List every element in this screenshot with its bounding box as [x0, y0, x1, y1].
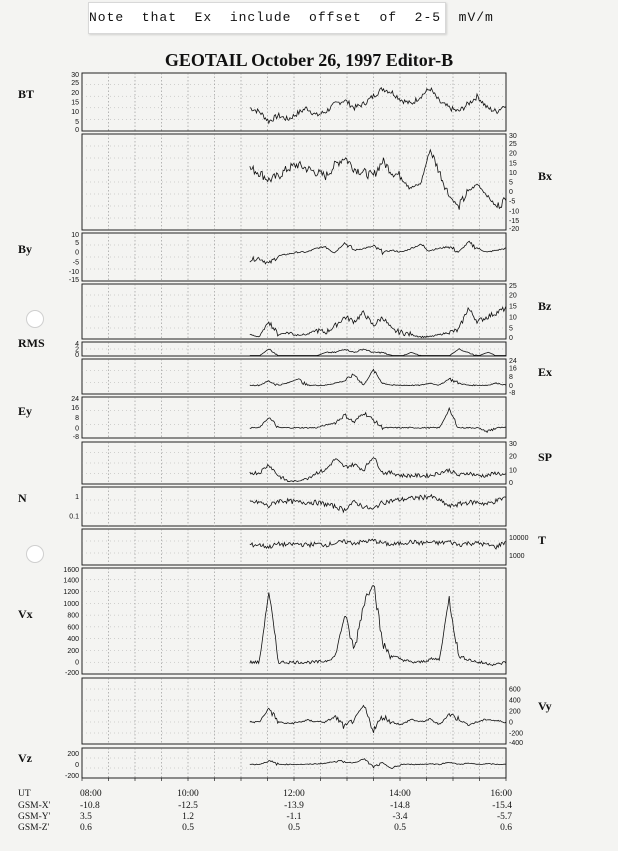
y-tick-label: 10000 — [509, 535, 529, 543]
y-tick-label: -10 — [509, 208, 520, 216]
panel-t — [82, 529, 506, 565]
panel-label: RMS — [18, 336, 45, 350]
panel-bt — [82, 73, 506, 131]
panel-ey — [82, 397, 506, 438]
y-tick-label: 0 — [75, 127, 79, 134]
footer-value: -13.9 — [284, 801, 304, 811]
footer-value: 08:00 — [80, 789, 102, 799]
y-tick-label: -20 — [509, 226, 520, 233]
y-tick-label: 15 — [509, 160, 517, 168]
panel-label: BT — [18, 87, 35, 101]
y-tick-label: 8 — [75, 415, 79, 422]
footer-value: 0.5 — [394, 823, 406, 833]
series-line — [250, 241, 506, 264]
series-line — [250, 586, 506, 666]
panel-ex — [82, 359, 506, 394]
series-line — [250, 458, 506, 482]
panel-vy — [82, 678, 506, 744]
y-tick-label: 800 — [67, 612, 79, 620]
y-tick-label: 20 — [509, 292, 517, 300]
y-tick-label: -200 — [509, 730, 524, 738]
footer-value: -3.4 — [392, 812, 408, 822]
panel-label: Ey — [18, 404, 33, 418]
panel-label: Vy — [538, 699, 552, 713]
y-tick-label: 10 — [71, 109, 79, 117]
y-tick-label: 4 — [75, 341, 79, 348]
y-tick-label: 200 — [509, 708, 521, 716]
footer-value: 12:00 — [283, 789, 305, 799]
y-tick-label: -5 — [509, 198, 516, 206]
y-tick-label: -15 — [68, 277, 79, 284]
footer-value: 10:00 — [177, 789, 199, 799]
y-tick-label: -400 — [509, 740, 524, 747]
y-tick-label: 10 — [509, 314, 517, 322]
y-tick-label: 200 — [67, 750, 79, 758]
panel-by — [82, 233, 506, 281]
y-tick-label: 5 — [509, 179, 513, 187]
y-tick-label: 16 — [71, 404, 79, 412]
y-tick-label: -5 — [72, 259, 79, 267]
y-tick-label: 10 — [71, 232, 79, 239]
y-tick-label: 0 — [509, 382, 513, 390]
panel-bx — [82, 134, 506, 230]
footer-value: 14:00 — [389, 789, 411, 799]
footer-value: 0.6 — [500, 823, 512, 833]
y-tick-label: 200 — [67, 647, 79, 655]
y-tick-label: 15 — [509, 303, 517, 311]
y-tick-label: 1400 — [63, 577, 79, 585]
panel-vz — [82, 748, 506, 778]
y-tick-label: 0 — [509, 480, 513, 487]
panel-label: Vz — [18, 751, 32, 765]
footer-value: -1.1 — [286, 812, 302, 822]
y-tick-label: 2 — [75, 346, 79, 354]
y-tick-label: 5 — [509, 325, 513, 333]
panel-vx — [82, 568, 506, 674]
y-tick-label: -10 — [68, 268, 79, 276]
y-tick-label: 30 — [71, 72, 79, 79]
footer-value: -10.8 — [80, 801, 100, 811]
series-line — [250, 759, 506, 769]
footer-value: -12.5 — [178, 801, 198, 811]
panel-n — [82, 487, 506, 526]
panel-frame — [82, 397, 506, 438]
y-tick-label: 0 — [509, 719, 513, 727]
series-line — [250, 306, 506, 338]
y-tick-label: 0 — [75, 425, 79, 433]
footer-value: 0.6 — [80, 823, 92, 833]
y-tick-label: 24 — [509, 358, 517, 365]
footer-value: -15.4 — [492, 801, 512, 811]
y-tick-label: 0 — [509, 335, 513, 342]
y-tick-label: 0.1 — [69, 513, 79, 521]
series-line — [250, 88, 506, 124]
y-tick-label: -8 — [72, 434, 79, 441]
y-tick-label: 400 — [509, 697, 521, 705]
y-tick-label: -8 — [509, 390, 516, 397]
footer-value: -5.7 — [496, 812, 512, 822]
chart-title: GEOTAIL October 26, 1997 Editor-B — [164, 50, 454, 70]
y-tick-label: 1000 — [509, 553, 525, 561]
y-tick-label: 0 — [75, 761, 79, 769]
panel-sp — [82, 442, 506, 484]
series-line — [250, 349, 506, 356]
y-tick-label: 25 — [71, 80, 79, 88]
panel-label: Bz — [538, 299, 552, 313]
y-tick-label: 600 — [67, 624, 79, 632]
y-tick-label: 0 — [75, 249, 79, 257]
y-tick-label: -200 — [64, 772, 79, 780]
panel-label: Ex — [538, 365, 553, 379]
footer-value: 16:00 — [490, 789, 512, 799]
panel-frame — [82, 487, 506, 526]
panel-label: Bx — [538, 169, 553, 183]
y-tick-label: 30 — [509, 441, 517, 448]
y-tick-label: 0 — [509, 189, 513, 197]
panel-label: T — [538, 533, 547, 547]
panel-rms — [82, 342, 506, 356]
series-line — [250, 150, 506, 210]
footer-value: 1.2 — [182, 812, 194, 822]
panel-bz — [82, 284, 506, 339]
y-tick-label: 15 — [71, 99, 79, 107]
y-tick-label: 1 — [75, 493, 79, 501]
y-tick-label: 5 — [75, 118, 79, 126]
series-line — [250, 369, 506, 385]
footer-value: -14.8 — [390, 801, 410, 811]
annotation-note: Note that Ex include offset of 2-5 mV/m — [88, 2, 446, 34]
y-tick-label: 20 — [71, 89, 79, 97]
y-tick-label: 1600 — [63, 567, 79, 574]
footer-value: 3.5 — [80, 812, 92, 822]
series-line — [250, 495, 506, 512]
y-tick-label: 400 — [67, 636, 79, 644]
y-tick-label: 16 — [509, 365, 517, 373]
y-tick-label: 10 — [509, 467, 517, 475]
footer-row-label: GSM-Y' — [18, 812, 51, 822]
y-tick-label: 600 — [509, 686, 521, 694]
y-tick-label: -200 — [64, 670, 79, 677]
series-line — [250, 705, 506, 732]
y-tick-label: 1000 — [63, 600, 79, 608]
y-tick-label: 25 — [509, 283, 517, 290]
panel-label: Vx — [18, 607, 33, 621]
y-tick-label: 20 — [509, 453, 517, 461]
panel-label: N — [18, 491, 27, 505]
panel-label: SP — [538, 450, 553, 464]
panel-label: By — [18, 242, 33, 256]
y-tick-label: 25 — [509, 141, 517, 149]
footer-value: 0.5 — [288, 823, 300, 833]
footer-row-label: UT — [18, 789, 31, 799]
y-tick-label: 10 — [509, 169, 517, 177]
series-line — [250, 408, 506, 432]
y-tick-label: 20 — [509, 150, 517, 158]
y-tick-label: 5 — [75, 240, 79, 248]
y-tick-label: -15 — [509, 217, 520, 225]
footer-value: 0.5 — [182, 823, 194, 833]
footer-row-label: GSM-X' — [18, 801, 51, 811]
y-tick-label: 24 — [71, 396, 79, 403]
y-tick-label: 30 — [509, 133, 517, 140]
y-tick-label: 0 — [75, 352, 79, 359]
series-line — [250, 539, 506, 549]
y-tick-label: 0 — [75, 659, 79, 667]
y-tick-label: 1200 — [63, 589, 79, 597]
y-tick-label: 8 — [509, 374, 513, 381]
footer-row-label: GSM-Z' — [18, 823, 50, 833]
